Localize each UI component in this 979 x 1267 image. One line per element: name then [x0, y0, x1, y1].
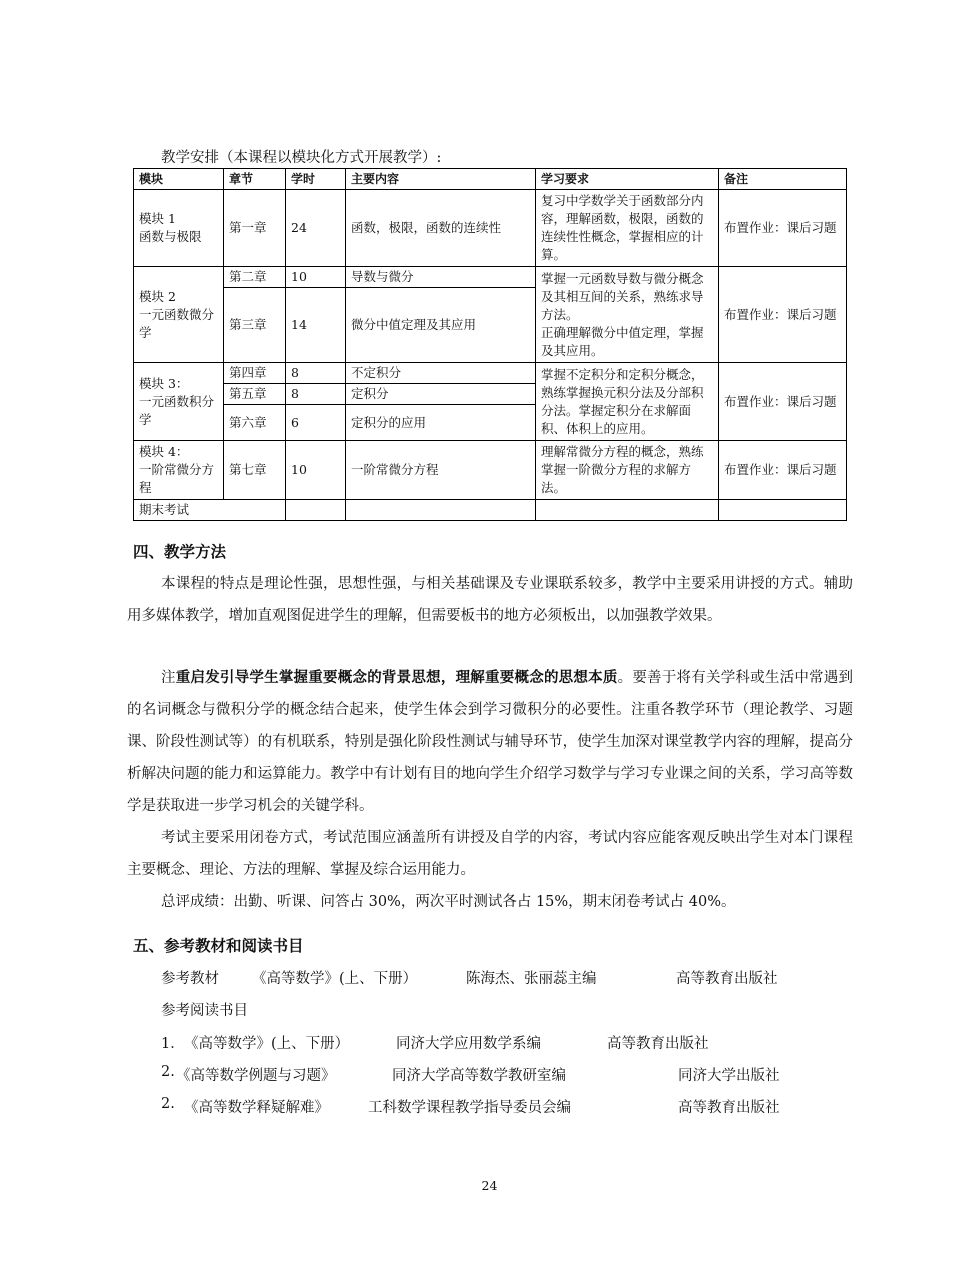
textbook-title: 《高等数学》(上、下册）	[252, 971, 418, 987]
hours-cell: 24	[286, 190, 346, 267]
table-header-row	[134, 169, 847, 190]
hours-cell: 8	[286, 384, 346, 405]
note-cell: 布置作业：课后习题	[719, 363, 847, 441]
hours-cell: 14	[286, 288, 346, 363]
module-cell: 模块 4： 一阶常微分方程	[134, 441, 224, 500]
book-author: 同济大学应用数学系编	[396, 1036, 541, 1052]
note-cell: 布置作业：课后习题	[719, 190, 847, 267]
book-publisher: 高等教育出版社	[607, 1036, 709, 1052]
empty-cell	[286, 500, 346, 521]
chapter-cell: 第七章	[224, 441, 286, 500]
content-cell: 定积分	[346, 384, 536, 405]
paragraph-2-emphasis: 重启发引导学生掌握重要概念的背景思想，理解重要概念的思想本质	[175, 670, 618, 686]
empty-cell	[536, 500, 719, 521]
book-number: 1．	[161, 1036, 185, 1052]
section-4-paragraph-4: 总评成绩：出勤、听课、问答占 30%，两次平时测试各占 15%，期末闭卷考试占 40%。	[161, 894, 736, 910]
note-cell: 布置作业：课后习题	[719, 441, 847, 500]
schedule-table	[133, 168, 847, 521]
book-publisher: 高等教育出版社	[678, 1100, 780, 1116]
table-row	[134, 363, 847, 384]
textbook-label: 参考教材	[161, 971, 219, 987]
hours-cell: 8	[286, 363, 346, 384]
table-row	[134, 190, 847, 267]
empty-cell	[346, 500, 536, 521]
paragraph-2-body: 。要善于将有关学科或生活中常遇到的名词概念与微积分学的概念结合起来，使学生体会到学习微积分的必要性。注重各教学环节（理论教学、习题课、阶段性测试等）的有机联系，特别是强化阶段性测试与辅导环节，使学生加深对课堂教学内容的理解，提高分析解决问题的能力和运算能力。教学中有计划有目的地向学生介绍学习数学与学习专业课之间的关系，学习高等数学是获取进一步学习机会的关键学科。	[127, 670, 854, 814]
table-row	[134, 441, 847, 500]
chapter-cell: 第二章	[224, 267, 286, 288]
book-author: 同济大学高等数学教研室编	[392, 1068, 566, 1084]
content-cell: 函数，极限，函数的连续性	[346, 190, 536, 267]
hours-cell: 6	[286, 405, 346, 441]
book-title: 《高等数学》(上、下册）	[184, 1036, 350, 1052]
hours-cell: 10	[286, 267, 346, 288]
col-header-chapter: 章节	[224, 169, 286, 190]
content-cell: 定积分的应用	[346, 405, 536, 441]
empty-cell	[719, 500, 847, 521]
note-cell: 布置作业：课后习题	[719, 267, 847, 363]
textbook-author: 陈海杰、张丽蕊主编	[466, 971, 597, 987]
table-row	[134, 500, 847, 521]
section-4-paragraph-1: 本课程的特点是理论性强，思想性强，与相关基础课及专业课联系较多，教学中主要采用讲授的方式。辅助用多媒体教学，增加直观图促进学生的理解，但需要板书的地方必须板出，以加强教学效果。	[127, 576, 853, 624]
module-cell: 模块 2 一元函数微分学	[134, 267, 224, 363]
book-publisher: 同济大学出版社	[678, 1068, 780, 1084]
section-4-paragraph-3: 考试主要采用闭卷方式，考试范围应涵盖所有讲授及自学的内容，考试内容应能客观反映出学生对本门课程主要概念、理论、方法的理解、掌握及综合运用能力。	[127, 830, 853, 878]
book-author: 工科数学课程教学指导委员会编	[368, 1100, 571, 1116]
module-cell: 模块 3： 一元函数积分学	[134, 363, 224, 441]
col-header-hours: 学时	[286, 169, 346, 190]
book-title: 《高等数学释疑解难》	[184, 1100, 329, 1116]
chapter-cell: 第六章	[224, 405, 286, 441]
content-cell: 一阶常微分方程	[346, 441, 536, 500]
section-5-heading: 五、参考教材和阅读书目	[133, 937, 304, 955]
reading-list-label: 参考阅读书目	[161, 1003, 248, 1019]
content-cell: 导数与微分	[346, 267, 536, 288]
table-caption: 教学安排（本课程以模块化方式开展教学）:	[161, 150, 442, 166]
col-header-module: 模块	[134, 169, 224, 190]
section-4-heading: 四、教学方法	[133, 543, 227, 561]
content-cell: 不定积分	[346, 363, 536, 384]
chapter-cell: 第三章	[224, 288, 286, 363]
chapter-cell: 第一章	[224, 190, 286, 267]
chapter-cell: 第四章	[224, 363, 286, 384]
book-number: 2.	[161, 1064, 175, 1080]
page-number: 24	[481, 1178, 498, 1193]
requirement-cell: 掌握不定积分和定积分概念，熟练掌握换元积分法及分部积分法。掌握定积分在求解面积、体积上的应用。	[536, 363, 719, 441]
module-cell: 模块 1 函数与极限	[134, 190, 224, 267]
final-exam-cell: 期末考试	[134, 500, 286, 521]
table-row	[134, 267, 847, 288]
requirement-cell: 复习中学数学关于函数部分内容，理解函数，极限，函数的连续性性概念，掌握相应的计算。	[536, 190, 719, 267]
hours-cell: 10	[286, 441, 346, 500]
content-cell: 微分中值定理及其应用	[346, 288, 536, 363]
paragraph-2-prefix: 注	[161, 670, 176, 686]
requirement-cell: 理解常微分方程的概念，熟练掌握一阶微分方程的求解方法。	[536, 441, 719, 500]
requirement-cell: 掌握一元函数导数与微分概念及其相互间的关系，熟练求导方法。 正确理解微分中值定理，掌握及其应用。	[536, 267, 719, 363]
textbook-publisher: 高等教育出版社	[676, 971, 778, 987]
chapter-cell: 第五章	[224, 384, 286, 405]
col-header-requirement: 学习要求	[536, 169, 719, 190]
section-4-paragraph-2	[127, 662, 853, 822]
col-header-content: 主要内容	[346, 169, 536, 190]
col-header-note: 备注	[719, 169, 847, 190]
book-number: 2.	[161, 1096, 175, 1112]
book-title: 《高等数学例题与习题》	[176, 1068, 336, 1084]
